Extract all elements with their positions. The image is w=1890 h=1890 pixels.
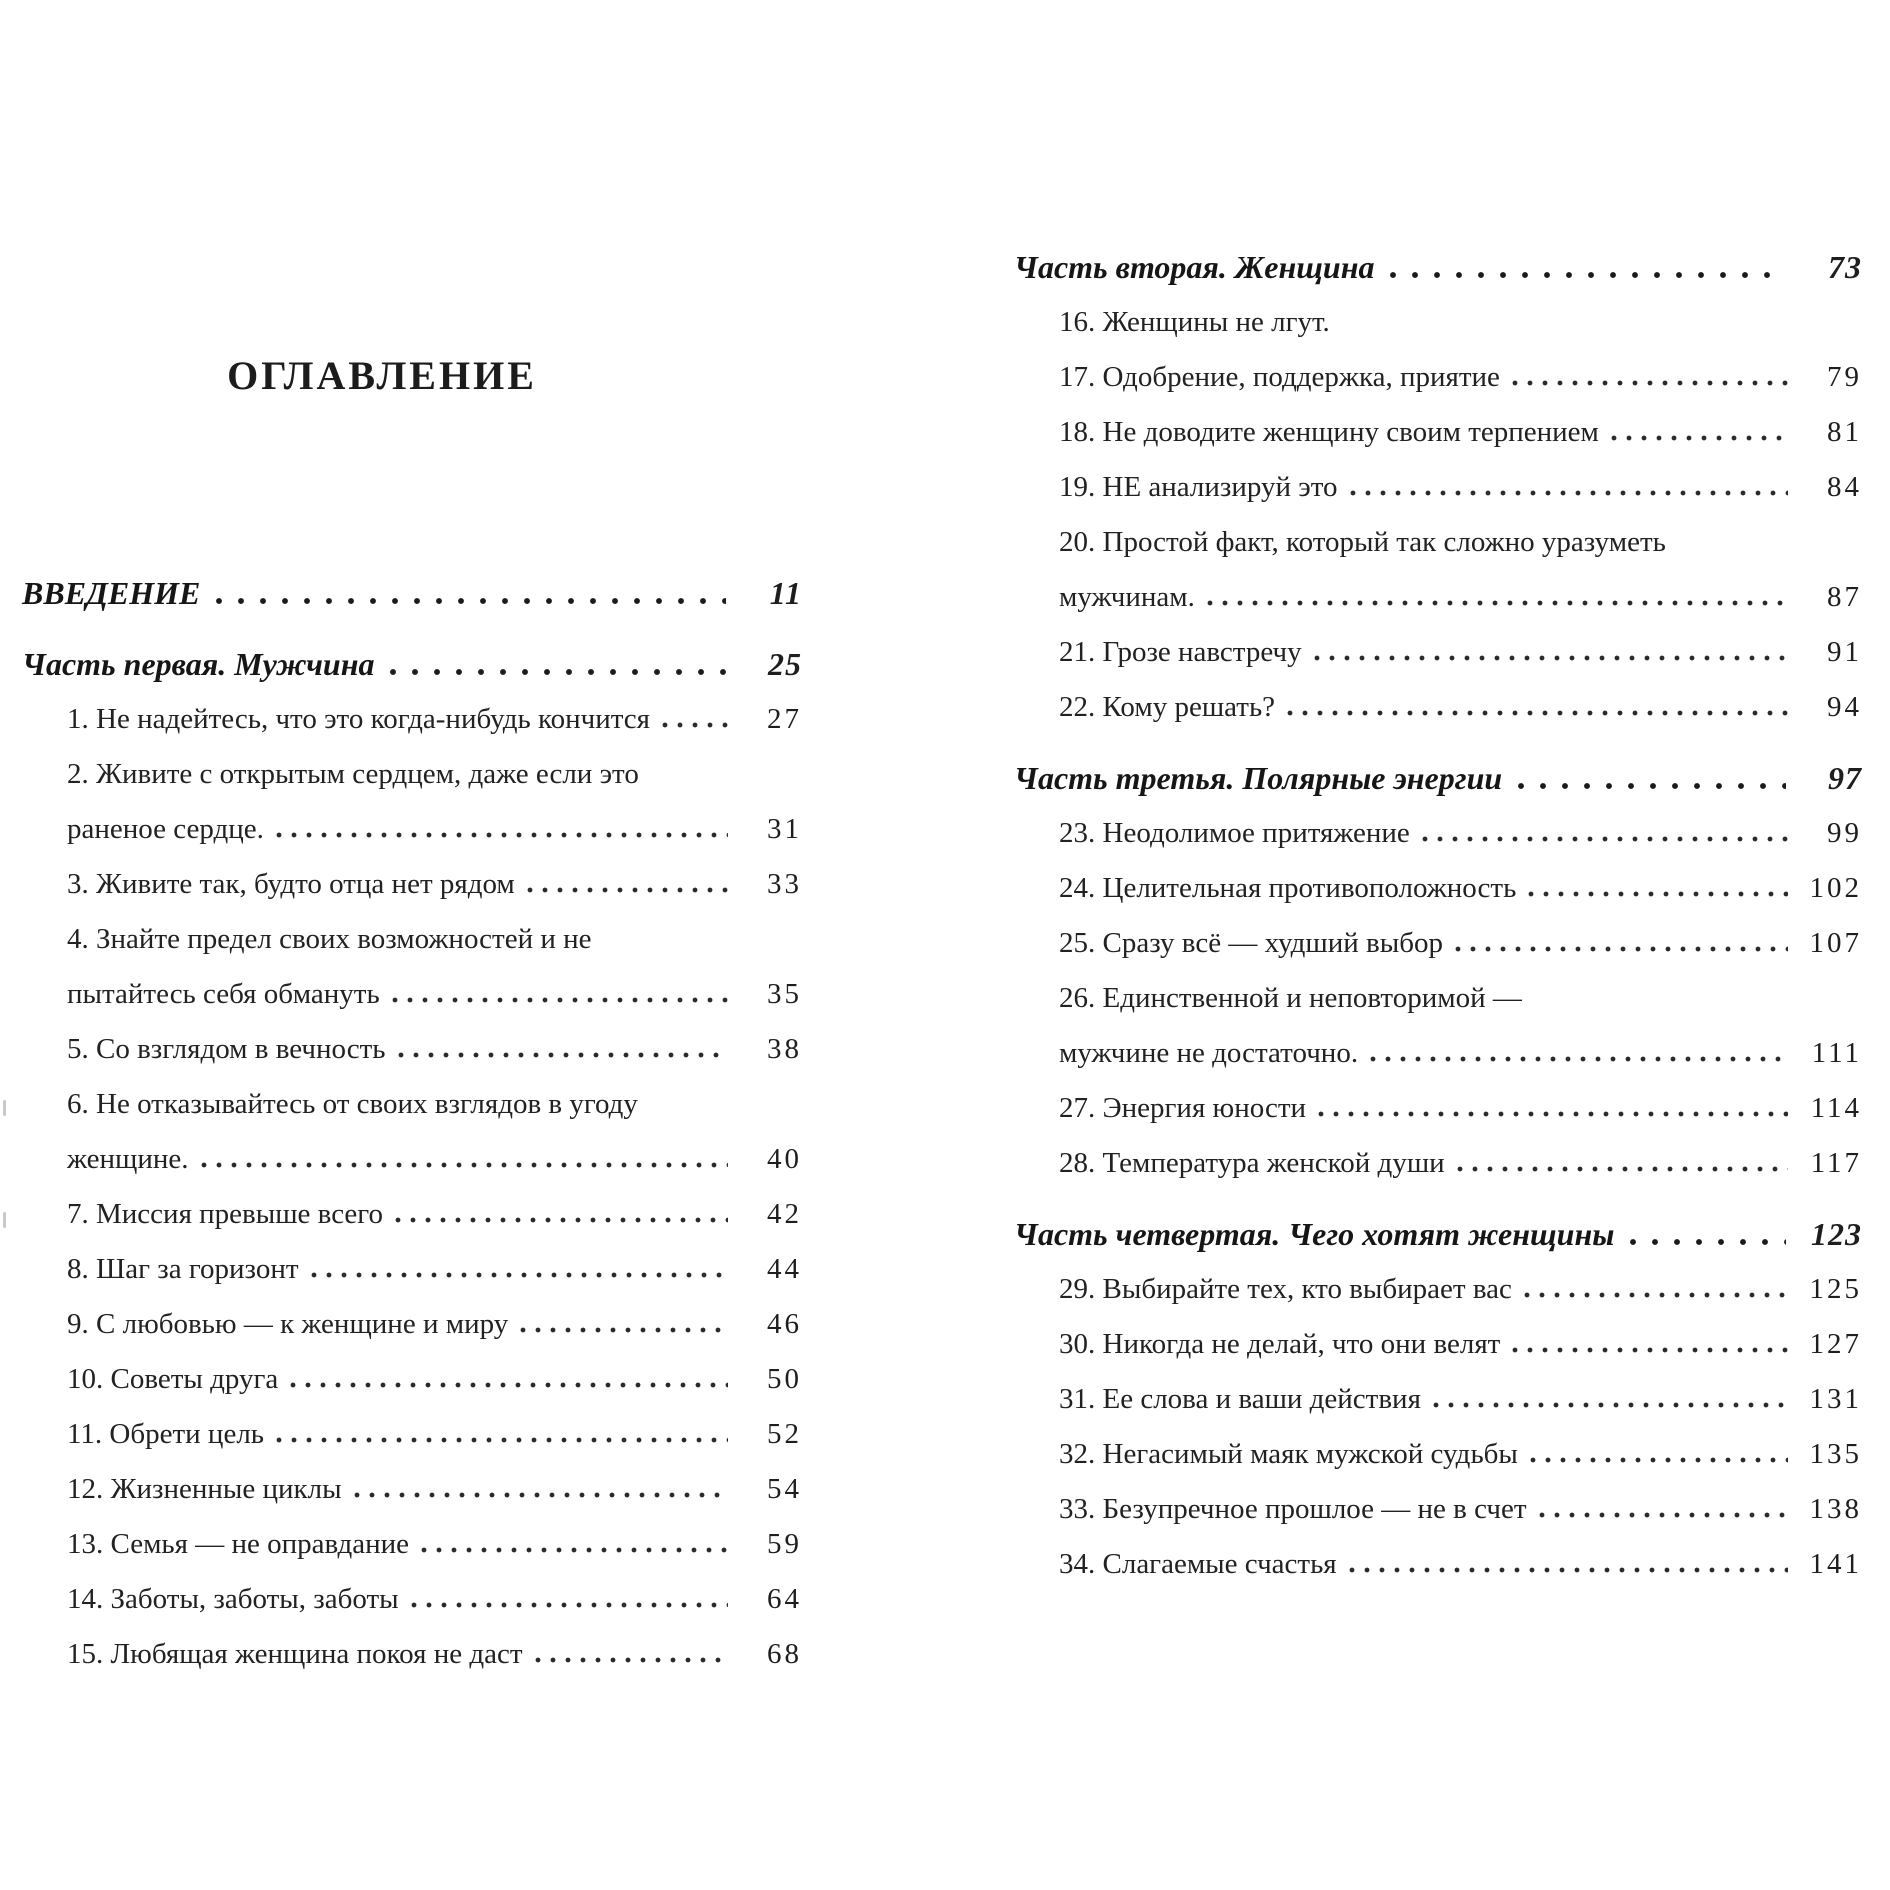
toc-entry-text: 24. Целительная противоположность	[1059, 872, 1517, 904]
toc-entry-text: 13. Семья — не оправдание	[67, 1528, 410, 1560]
toc-entry	[1014, 861, 1862, 916]
toc-entry-text: 5. Со взглядом в вечность	[67, 1033, 386, 1065]
toc-entry-text: 1. Не надейтесь, что это когда-нибудь кончится	[67, 703, 651, 735]
dot-leader-icon	[662, 722, 728, 728]
toc-entry-text: 32. Негасимый маяк мужской судьбы	[1059, 1438, 1518, 1470]
toc-entry-text: мужчине не достаточно.	[1059, 1037, 1359, 1069]
dot-leader-icon	[1518, 783, 1786, 789]
page-title: ОГЛАВЛЕНИЕ	[227, 353, 537, 398]
toc-entry	[1014, 350, 1862, 405]
toc-entry-text: 31. Ее слова и ваши действия	[1059, 1383, 1421, 1415]
toc-entry-page: 138	[1809, 1493, 1862, 1525]
dot-leader-icon	[520, 1327, 728, 1333]
toc-entry-text: 16. Женщины не лгут.	[1059, 306, 1330, 338]
toc-entry	[22, 692, 802, 747]
dot-leader-icon	[1630, 1239, 1786, 1245]
toc-entry-page: 40	[767, 1143, 802, 1175]
dot-leader-icon	[1611, 435, 1788, 441]
dot-leader-icon	[1350, 490, 1788, 496]
toc-entry	[1014, 240, 1862, 295]
toc-entry-text: 4. Знайте предел своих возможностей и не	[67, 923, 592, 955]
toc-entry-text: пытайтесь себя обмануть	[67, 978, 380, 1010]
toc-entry	[1014, 1081, 1862, 1136]
toc-entry-page: 81	[1827, 416, 1862, 448]
dot-leader-icon	[216, 598, 726, 604]
toc-entry-page: 44	[767, 1253, 802, 1285]
toc-entry	[1014, 570, 1862, 625]
toc-entry-page: 33	[767, 868, 802, 900]
toc-entry-page: 99	[1827, 817, 1862, 849]
dot-leader-icon	[535, 1657, 728, 1663]
toc-entry-text: 11. Обрети цель	[67, 1418, 265, 1450]
toc-entry	[1014, 971, 1862, 1026]
toc-entry	[22, 1242, 802, 1297]
dot-leader-icon	[1530, 1457, 1788, 1463]
toc-entry-text: 23. Неодолимое притяжение	[1059, 817, 1410, 849]
dot-leader-icon	[1528, 891, 1788, 897]
toc-entry-page: 127	[1809, 1328, 1862, 1360]
toc-entry-text: 15. Любящая женщина покоя не даст	[67, 1638, 523, 1670]
toc-entry-page: 42	[767, 1198, 802, 1230]
toc-entry-page: 38	[767, 1033, 802, 1065]
toc-entry-text: Часть третья. Полярные энергии	[1014, 760, 1503, 796]
toc-entry-text: 17. Одобрение, поддержка, приятие	[1059, 361, 1500, 393]
toc-entry	[1014, 1207, 1862, 1262]
toc-entry-text: раненое сердце.	[67, 813, 264, 845]
toc-entry-page: 52	[767, 1418, 802, 1450]
toc-entry-page: 123	[1811, 1216, 1862, 1252]
toc-entry-text: мужчинам.	[1059, 581, 1195, 613]
toc-entry	[1014, 460, 1862, 515]
scan-artifact	[3, 1212, 6, 1228]
dot-leader-icon	[1207, 600, 1788, 606]
toc-entry	[22, 912, 802, 967]
dot-leader-icon	[390, 669, 726, 675]
toc-entry	[1014, 751, 1862, 806]
toc-entry-page: 84	[1827, 471, 1862, 503]
toc-entry-text: Часть четвертая. Чего хотят женщины	[1014, 1216, 1615, 1252]
toc-entry-page: 114	[1810, 1092, 1862, 1124]
toc-entry	[1014, 625, 1862, 680]
toc-entry	[1014, 1136, 1862, 1191]
toc-entry	[1014, 1482, 1862, 1537]
toc-entry-text: Часть первая. Мужчина	[22, 646, 375, 682]
dot-leader-icon	[311, 1272, 728, 1278]
dot-leader-icon	[290, 1382, 728, 1388]
toc-entry	[22, 1187, 802, 1242]
toc-entry	[1014, 680, 1862, 735]
dot-leader-icon	[395, 1217, 728, 1223]
toc-entry-text: 29. Выбирайте тех, кто выбирает вас	[1059, 1273, 1512, 1305]
dot-leader-icon	[1512, 1347, 1788, 1353]
toc-entry-text: 18. Не доводите женщину своим терпением	[1059, 416, 1599, 448]
toc-entry-page: 64	[767, 1583, 802, 1615]
toc-entry-text: 27. Энергия юности	[1059, 1092, 1307, 1124]
toc-entry-page: 94	[1827, 691, 1862, 723]
toc-entry-text: 34. Слагаемые счастья	[1059, 1548, 1337, 1580]
toc-entry-page: 46	[767, 1308, 802, 1340]
toc-entry	[22, 1572, 802, 1627]
toc-entry-text: 28. Температура женской души	[1059, 1147, 1445, 1179]
toc-entry	[1014, 806, 1862, 861]
scan-artifact	[3, 1100, 6, 1116]
dot-leader-icon	[276, 1437, 728, 1443]
toc-entry	[1014, 1537, 1862, 1592]
dot-leader-icon	[1318, 1111, 1788, 1117]
toc-entry-text: 12. Жизненные циклы	[67, 1473, 342, 1505]
dot-leader-icon	[1287, 710, 1788, 716]
toc-entry	[1014, 405, 1862, 460]
dot-leader-icon	[1512, 380, 1788, 386]
toc-entry-page: 102	[1809, 872, 1862, 904]
toc-entry-text: 3. Живите так, будто отца нет рядом	[67, 868, 515, 900]
toc-entry	[22, 1077, 802, 1132]
toc-entry	[22, 566, 802, 621]
toc-entry-page: 73	[1828, 249, 1862, 285]
toc-entry	[22, 1407, 802, 1462]
toc-entry-page: 11	[769, 575, 802, 611]
toc-entry	[22, 1132, 802, 1187]
toc-entry-page: 27	[767, 703, 802, 735]
toc-entry-text: Часть вторая. Женщина	[1014, 249, 1375, 285]
toc-entry-text: 19. НЕ анализируй это	[1059, 471, 1338, 503]
toc-entry	[22, 802, 802, 857]
toc-entry-page: 125	[1809, 1273, 1862, 1305]
dot-leader-icon	[1349, 1567, 1788, 1573]
toc-entry-page: 68	[767, 1638, 802, 1670]
dot-leader-icon	[1422, 836, 1788, 842]
dot-leader-icon	[276, 832, 728, 838]
toc-entry	[1014, 916, 1862, 971]
dot-leader-icon	[1390, 272, 1786, 278]
toc-entry-text: ВВЕДЕНИЕ	[22, 575, 201, 611]
toc-entry-text: 9. С любовью — к женщине и миру	[67, 1308, 509, 1340]
toc-entry-text: 22. Кому решать?	[1059, 691, 1276, 723]
toc-entry	[22, 1462, 802, 1517]
toc-entry-text: 21. Грозе навстречу	[1059, 636, 1302, 668]
toc-entry-text: 26. Единственной и неповторимой —	[1059, 982, 1522, 1014]
dot-leader-icon	[201, 1162, 728, 1168]
toc-entry-text: 30. Никогда не делай, что они велят	[1059, 1328, 1501, 1360]
toc-entry-page: 31	[767, 813, 802, 845]
dot-leader-icon	[421, 1547, 728, 1553]
toc-entry-page: 117	[1810, 1147, 1862, 1179]
toc-entry-text: 2. Живите с открытым сердцем, даже если это	[67, 758, 639, 790]
toc-entry	[22, 1352, 802, 1407]
dot-leader-icon	[392, 997, 728, 1003]
toc-entry	[22, 637, 802, 692]
toc-entry	[22, 747, 802, 802]
dot-leader-icon	[1539, 1512, 1788, 1518]
dot-leader-icon	[1457, 1166, 1788, 1172]
toc-entry-page: 107	[1809, 927, 1862, 959]
dot-leader-icon	[1370, 1056, 1788, 1062]
toc-entry-page: 54	[767, 1473, 802, 1505]
toc-entry	[22, 1627, 802, 1682]
toc-entry-page: 35	[767, 978, 802, 1010]
dot-leader-icon	[411, 1602, 728, 1608]
toc-entry	[1014, 515, 1862, 570]
toc-entry-text: 7. Миссия превыше всего	[67, 1198, 383, 1230]
toc-entry	[22, 1517, 802, 1572]
toc-entry	[22, 1297, 802, 1352]
toc-entry-page: 59	[767, 1528, 802, 1560]
dot-leader-icon	[1433, 1402, 1788, 1408]
toc-entry-text: 14. Заботы, заботы, заботы	[67, 1583, 399, 1615]
toc-entry	[22, 1022, 802, 1077]
toc-entry-page: 111	[1811, 1037, 1862, 1069]
toc-entry-text: 33. Безупречное прошлое — не в счет	[1059, 1493, 1527, 1525]
toc-entry-page: 87	[1827, 581, 1862, 613]
toc-entry-page: 135	[1809, 1438, 1862, 1470]
toc-entry	[1014, 295, 1862, 350]
toc-entry-page: 131	[1809, 1383, 1862, 1415]
toc-entry	[1014, 1372, 1862, 1427]
toc-entry-page: 50	[767, 1363, 802, 1395]
toc-entry-text: 20. Простой факт, который так сложно уразуметь	[1059, 526, 1666, 558]
toc-entry	[1014, 1262, 1862, 1317]
toc-left-column	[22, 566, 802, 1682]
dot-leader-icon	[527, 887, 728, 893]
toc-entry-text: 8. Шаг за горизонт	[67, 1253, 299, 1285]
dot-leader-icon	[354, 1492, 728, 1498]
toc-entry	[22, 967, 802, 1022]
toc-entry-text: женщине.	[67, 1143, 189, 1175]
dot-leader-icon	[1455, 946, 1788, 952]
toc-entry-text: 10. Советы друга	[67, 1363, 279, 1395]
toc-entry	[22, 857, 802, 912]
dot-leader-icon	[1524, 1292, 1788, 1298]
dot-leader-icon	[1314, 655, 1788, 661]
toc-entry-page: 91	[1827, 636, 1862, 668]
toc-entry-page: 141	[1809, 1548, 1862, 1580]
toc-entry	[1014, 1026, 1862, 1081]
toc-right-column	[1014, 240, 1862, 1592]
toc-entry-page: 79	[1827, 361, 1862, 393]
toc-entry	[1014, 1427, 1862, 1482]
toc-entry-page: 97	[1828, 760, 1862, 796]
toc-entry	[1014, 1317, 1862, 1372]
dot-leader-icon	[398, 1052, 729, 1058]
toc-entry-text: 6. Не отказывайтесь от своих взглядов в угоду	[67, 1088, 638, 1120]
toc-entry-text: 25. Сразу всё — худший выбор	[1059, 927, 1443, 959]
toc-entry-page: 25	[768, 646, 802, 682]
